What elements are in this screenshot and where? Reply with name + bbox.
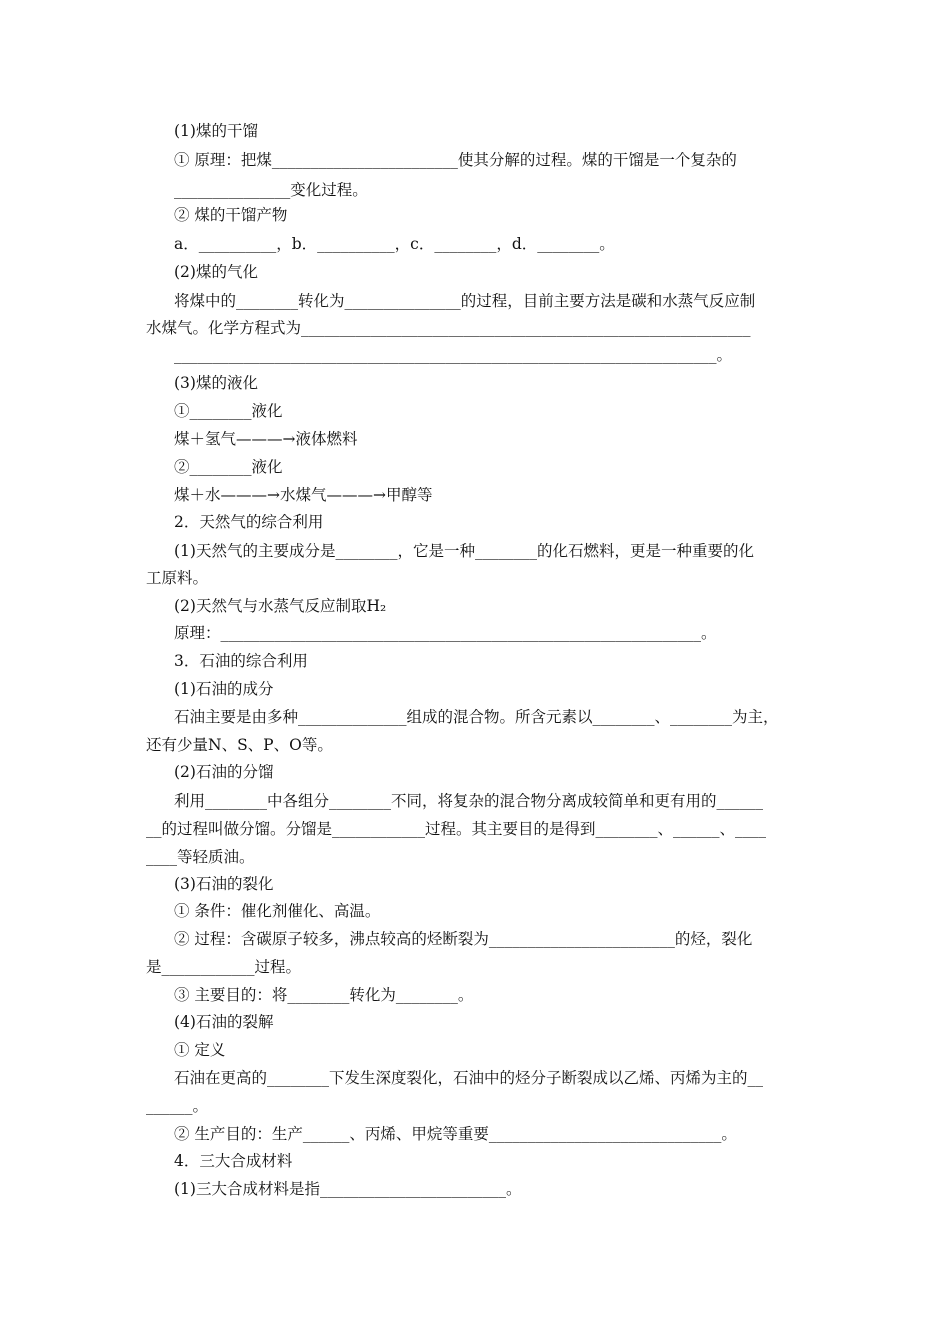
pyrolysis-definition-heading: ① 定义 (174, 1041, 226, 1059)
cracking-purpose: ③ 主要目的：将________转化为________。 (174, 986, 474, 1004)
synthetic-materials-heading: 4．三大合成材料 (174, 1152, 293, 1170)
coal-distillation-principle: ① 原理：把煤________________________使其分解的过程。煤的干馏是一个复杂的 (174, 151, 737, 169)
coal-distillation-products-heading: ② 煤的干馏产物 (174, 206, 288, 224)
cracking-process-cont: 是____________过程。 (146, 958, 302, 976)
coal-gasification-equation-blank: ______________________________________________________________________。 (174, 346, 733, 364)
petroleum-pyrolysis-heading: (4)石油的裂解 (174, 1013, 274, 1031)
petroleum-composition-cont: 还有少量N、S、P、O等。 (146, 736, 333, 754)
petroleum-fractionation-text: 利用________中各组分________不同，将复杂的混合物分离成较简单和更有用的______ (174, 792, 764, 810)
petroleum-fractionation-text-cont: __的过程叫做分馏。分馏是____________过程。其主要目的是得到________、______、____ (146, 820, 767, 838)
coal-distillation-products: a．__________，b．__________，c．________，d．________。 (174, 235, 615, 253)
petroleum-fractionation-text-end: ____等轻质油。 (146, 848, 255, 866)
coal-gasification-text: 将煤中的________转化为_______________的过程，目前主要方法是碳和水蒸气反应制 (174, 292, 756, 310)
pyrolysis-definition: 石油在更高的________下发生深度裂化，石油中的烃分子断裂成以乙烯、丙烯为主的__ (174, 1069, 764, 1087)
coal-distillation-heading: (1)煤的干馏 (174, 122, 258, 140)
coal-gasification-heading: (2)煤的气化 (174, 263, 258, 281)
natural-gas-hydrogen: (2)天然气与水蒸气反应制取H₂ (174, 597, 387, 615)
direct-liquefaction-reaction: 煤＋氢气———→液体燃料 (174, 430, 358, 448)
natural-gas-principle: 原理：______________________________________________________________。 (174, 624, 717, 642)
cracking-process: ② 过程：含碳原子较多，沸点较高的烃断裂为________________________的烃，裂化 (174, 930, 753, 948)
petroleum-fractionation-heading: (2)石油的分馏 (174, 763, 274, 781)
coal-distillation-principle-cont: _______________变化过程。 (174, 181, 368, 199)
natural-gas-heading: 2．天然气的综合利用 (174, 513, 324, 531)
coal-gasification-text-cont: 水煤气。化学方程式为__________________________________________________________ (146, 319, 751, 337)
natural-gas-component-cont: 工原料。 (146, 569, 209, 587)
cracking-conditions: ① 条件：催化剂催化、高温。 (174, 902, 381, 920)
petroleum-composition-heading: (1)石油的成分 (174, 680, 274, 698)
petroleum-cracking-heading: (3)石油的裂化 (174, 875, 274, 893)
indirect-liquefaction-reaction: 煤＋水———→水煤气———→甲醇等 (174, 486, 433, 504)
petroleum-composition: 石油主要是由多种______________组成的混合物。所含元素以________、________为主， (174, 708, 779, 726)
pyrolysis-purpose: ② 生产目的：生产______、丙烯、甲烷等重要______________________________。 (174, 1125, 737, 1143)
direct-liquefaction: ①________液化 (174, 402, 283, 420)
pyrolysis-definition-cont: ______。 (146, 1097, 209, 1115)
petroleum-heading: 3．石油的综合利用 (174, 652, 308, 670)
synthetic-materials-definition: (1)三大合成材料是指________________________。 (174, 1180, 522, 1198)
natural-gas-component: (1)天然气的主要成分是________，它是一种________的化石燃料，更是一种重要的化 (174, 542, 754, 560)
coal-liquefaction-heading: (3)煤的液化 (174, 374, 258, 392)
indirect-liquefaction: ②________液化 (174, 458, 283, 476)
